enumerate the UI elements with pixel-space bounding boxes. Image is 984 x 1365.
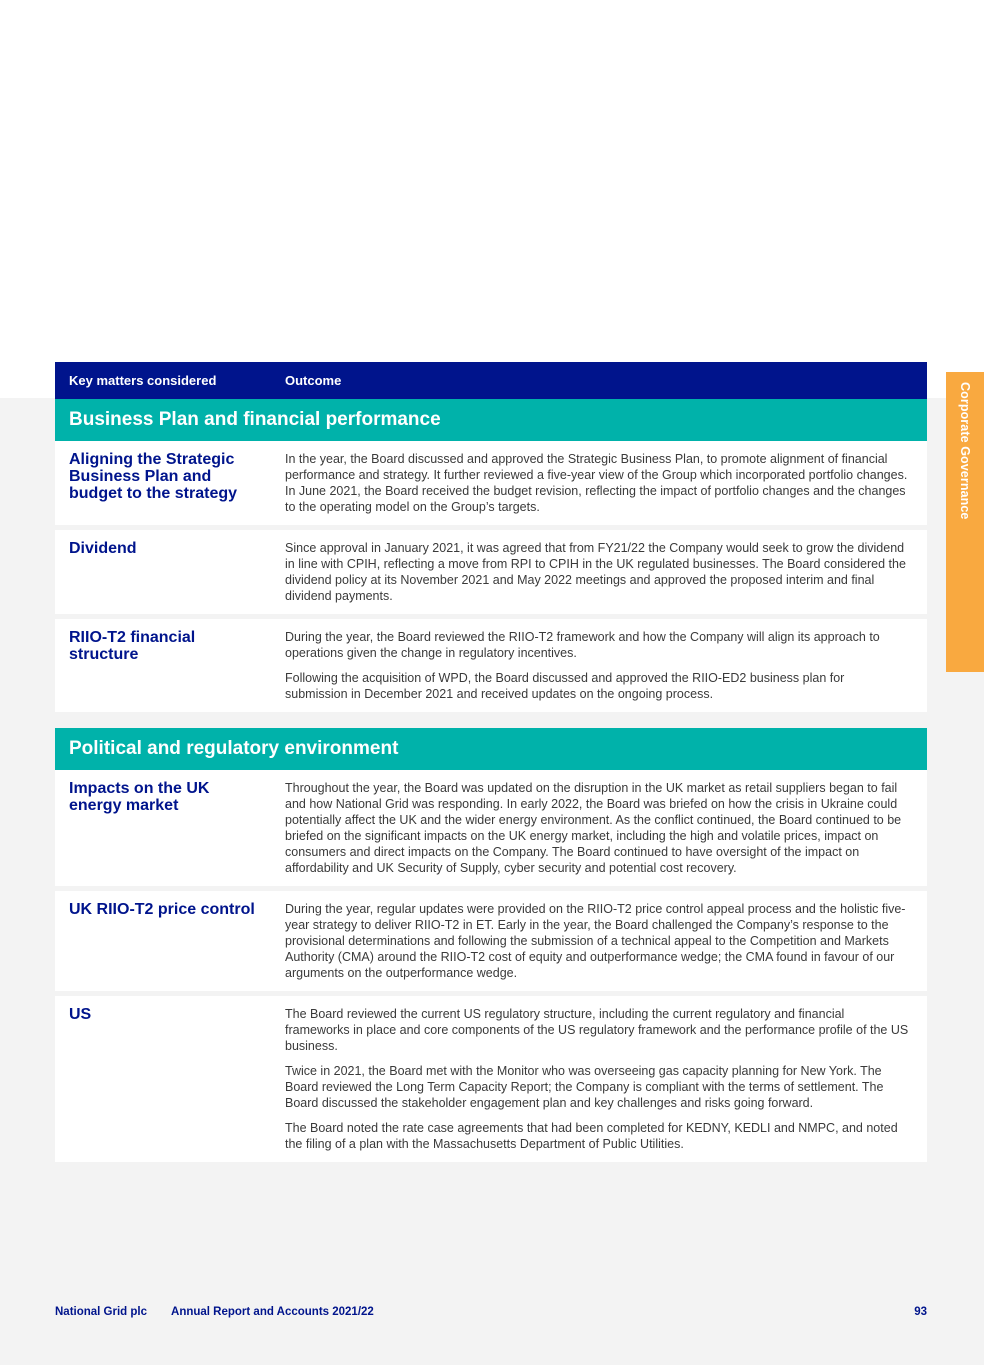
- table-row: [55, 619, 927, 712]
- row-outcome: [271, 901, 927, 981]
- header-key-matters: Key matters considered: [69, 373, 217, 388]
- section-title-political-regulatory: Political and regulatory environment: [55, 728, 927, 770]
- row-label: RIIO-T2 financial structure: [69, 629, 196, 663]
- footer-company: National Grid plc: [55, 1306, 148, 1318]
- key-matters-table: [55, 362, 927, 1162]
- outcome-paragraph: During the year, the Board reviewed the RIIO-T2 framework and how the Company will align its approach to operations given the change in regulatory incentives.: [285, 630, 880, 660]
- footer-report-title: Annual Report and Accounts 2021/22: [171, 1306, 374, 1318]
- side-tab-label: Corporate Governance: [958, 382, 972, 520]
- row-label: Impacts on the UK energy market: [69, 780, 210, 814]
- header-outcome: Outcome: [285, 373, 342, 388]
- row-label: Aligning the Strategic Business Plan and budget to the strategy: [69, 451, 238, 502]
- table-row: [55, 441, 927, 525]
- outcome-paragraph: Twice in 2021, the Board met with the Monitor who was overseeing gas capacity planning for New York. The Board reviewed the Long Term Capacity Report; the Company is compliant with the terms of settlement. The Board discussed the stakeholder engagement plan and key challenges and risks going forward.: [285, 1064, 884, 1110]
- section-title-business-plan: Business Plan and financial performance: [55, 399, 927, 441]
- row-outcome: [271, 540, 927, 604]
- outcome-paragraph: The Board noted the rate case agreements that had been completed for KEDNY, KEDLI and NMPC, and noted the filing of a plan with the Massachusetts Department of Public Utilities.: [285, 1121, 898, 1151]
- outcome-paragraph: Following the acquisition of WPD, the Board discussed and approved the RIIO-ED2 business plan for submission in December 2021 and received updates on the ongoing process.: [285, 671, 845, 701]
- page-number: 93: [914, 1306, 927, 1318]
- row-label: UK RIIO-T2 price control: [69, 901, 255, 918]
- table-row: [55, 891, 927, 991]
- outcome-paragraph: The Board reviewed the current US regulatory structure, including the current regulatory and financial frameworks in place and core components of the US regulatory framework and the performance profile of the US business.: [285, 1007, 909, 1053]
- table-row: [55, 530, 927, 614]
- row-label: US: [69, 1006, 92, 1023]
- side-tab-label-wrap: [946, 372, 984, 672]
- outcome-paragraph: Since approval in January 2021, it was agreed that from FY21/22 the Company would seek to grow the dividend in line with CPIH, reflecting a move from RPI to CPIH in the UK regulated businesses. The Board considered the dividend policy at its November 2021 and May 2022 meetings and approved the proposed interim and final dividend payments.: [285, 541, 906, 603]
- page-footer: [55, 1306, 927, 1318]
- row-outcome: [271, 1006, 927, 1152]
- table-header-row: [55, 362, 927, 399]
- outcome-paragraph: During the year, regular updates were provided on the RIIO-T2 price control appeal process and the holistic five-year strategy to deliver RIIO-T2 in ET. Early in the year, the Board challenged the Company’s response to the provisional determinations and following the submission of a technical appeal to the Competition and Markets Authority (CMA) around the RIIO-T2 cost of equity and outperformance wedge; the CMA found in favour of our arguments on the outperformance wedge.: [285, 902, 906, 980]
- row-label: Dividend: [69, 540, 137, 557]
- row-outcome: [271, 629, 927, 702]
- outcome-paragraph: In the year, the Board discussed and approved the Strategic Business Plan, to promote alignment of financial performance and strategy. It further reviewed a five-year view of the Group which incorporated portfolio changes. In June 2021, the Board received the budget revision, reflecting the impact of portfolio changes and the changes to the operating model on the Group’s targets.: [285, 452, 908, 514]
- table-row: [55, 996, 927, 1162]
- table-row: [55, 770, 927, 886]
- row-outcome: [271, 451, 927, 515]
- outcome-paragraph: Throughout the year, the Board was updated on the disruption in the UK market as retail suppliers began to fail and how National Grid was responding. In early 2022, the Board was briefed on how the crisis in Ukraine could potentially affect the UK and the wider energy environment. As the conflict continued, the Board continued to be briefed on the significant impacts on the UK energy market, including the high and volatile prices, impact on consumers and direct impacts on the Company. The Board continued to have oversight of the impact on affordability and UK Security of Supply, cyber security and potential cost recovery.: [285, 781, 902, 875]
- row-outcome: [271, 780, 927, 876]
